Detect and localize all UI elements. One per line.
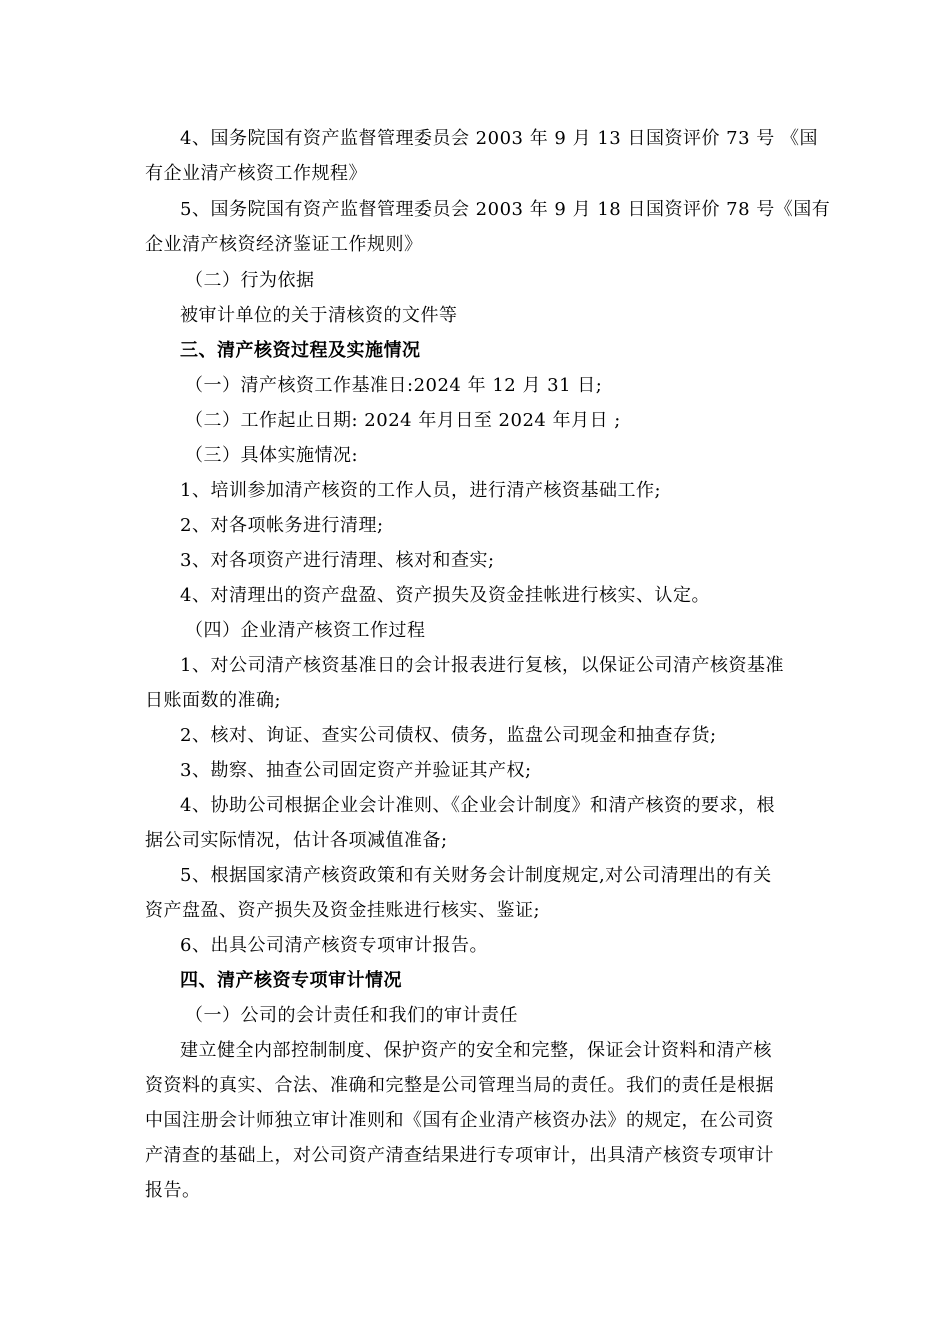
paragraph-line: 据公司实际情况，估计各项减值准备; (145, 830, 448, 851)
section-heading: 三、清产核资过程及实施情况 (180, 340, 421, 361)
subsection-heading: （四）企业清产核资工作过程 (185, 620, 426, 641)
paragraph-line: 资资料的真实、合法、准确和完整是公司管理当局的责任。我们的责任是根据 (145, 1075, 774, 1096)
list-item: 2、对各项帐务进行清理; (180, 515, 384, 536)
paragraph-line: 企业清产核资经济鉴证工作规则》 (145, 234, 423, 255)
list-item: 1、对公司清产核资基准日的会计报表进行复核，以保证公司清产核资基准 (180, 655, 784, 676)
paragraph-line: 被审计单位的关于清核资的文件等 (180, 305, 458, 326)
subsection-heading: （一）清产核资工作基准日:2024 年 12 月 31 日; (185, 375, 603, 396)
list-item: 5、根据国家清产核资政策和有关财务会计制度规定,对公司清理出的有关 (180, 865, 772, 886)
section-heading: 四、清产核资专项审计情况 (180, 970, 402, 991)
paragraph-line: 中国注册会计师独立审计准则和《国有企业清产核资办法》的规定，在公司资 (145, 1110, 774, 1131)
list-item: 3、对各项资产进行清理、核对和查实; (180, 550, 495, 571)
subsection-heading: （一）公司的会计责任和我们的审计责任 (185, 1005, 518, 1026)
paragraph-line: 资产盘盈、资产损失及资金挂账进行核实、鉴证; (145, 900, 541, 921)
paragraph-line: 有企业清产核资工作规程》 (145, 163, 367, 184)
list-item: 6、出具公司清产核资专项审计报告。 (180, 935, 488, 956)
paragraph-line: 日账面数的准确; (145, 690, 282, 711)
subsection-heading: （二）工作起止日期: 2024 年月日至 2024 年月日 ; (185, 410, 621, 431)
list-item: 1、培训参加清产核资的工作人员，进行清产核资基础工作; (180, 480, 662, 501)
subsection-heading: （三）具体实施情况: (185, 445, 359, 466)
paragraph-line: 报告。 (145, 1180, 201, 1201)
paragraph-line: 建立健全内部控制制度、保护资产的安全和完整，保证会计资料和清产核 (180, 1040, 772, 1061)
list-item: 3、勘察、抽查公司固定资产并验证其产权; (180, 760, 532, 781)
paragraph-line: 4、国务院国有资产监督管理委员会 2003 年 9 月 13 日国资评价 73 号 《国 (180, 128, 819, 149)
paragraph-line: 5、国务院国有资产监督管理委员会 2003 年 9 月 18 日国资评价 78 号《国有 (180, 199, 831, 220)
list-item: 2、核对、询证、查实公司债权、债务，监盘公司现金和抽查存货; (180, 725, 717, 746)
paragraph-line: 产清查的基础上，对公司资产清查结果进行专项审计，出具清产核资专项审计 (145, 1145, 774, 1166)
list-item: 4、协助公司根据企业会计准则、《企业会计制度》和清产核资的要求，根 (180, 795, 775, 816)
subsection-heading: （二）行为依据 (185, 270, 315, 291)
list-item: 4、对清理出的资产盘盈、资产损失及资金挂帐进行核实、认定。 (180, 585, 710, 606)
